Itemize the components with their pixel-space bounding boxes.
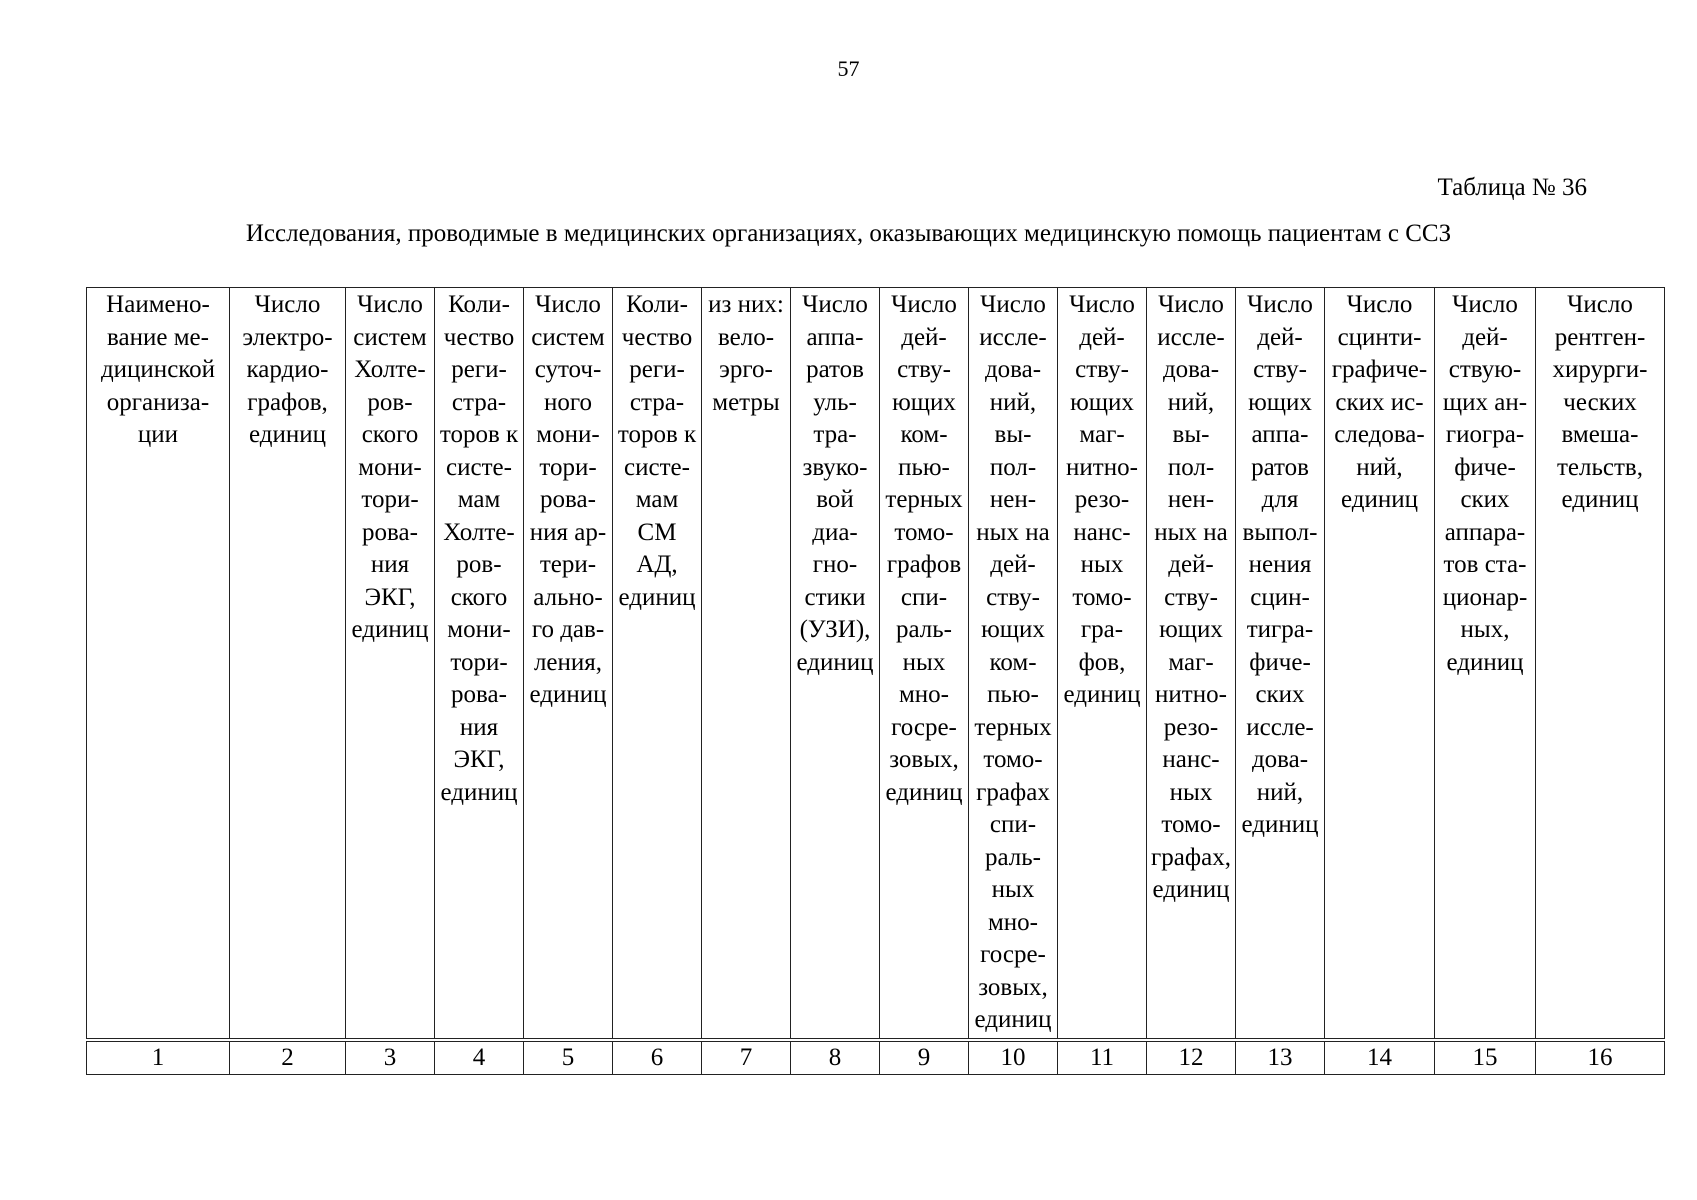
column-number-6: 6 (613, 1042, 702, 1075)
column-number-8: 8 (791, 1042, 880, 1075)
column-number-5: 5 (524, 1042, 613, 1075)
page-number: 57 (837, 56, 860, 81)
data-table (86, 287, 1665, 1075)
column-header-12: Число иссле- дова- ний, вы- пол- нен- ных на дей- ству- ющих маг- нитно- резо- нанс- ных томо- графах, единиц (1147, 288, 1236, 1039)
column-header-7: из них: вело- эрго- метры (702, 288, 791, 1039)
column-header-15: Число дей- ствую- щих ан- гиогра- фиче- ских аппара- тов ста- ционар- ных, единиц (1435, 288, 1536, 1039)
column-header-8: Число аппа- ратов уль- тра- звуко- вой диа- гно- стики (УЗИ), единиц (791, 288, 880, 1039)
column-header-11: Число дей- ству- ющих маг- нитно- резо- нанс- ных томо- гра- фов, единиц (1058, 288, 1147, 1039)
column-number-2: 2 (230, 1042, 346, 1075)
column-number-9: 9 (880, 1042, 969, 1075)
column-number-4: 4 (435, 1042, 524, 1075)
column-header-3: Число систем Холте- ров- ского мони- тори- рова- ния ЭКГ, единиц (346, 288, 435, 1039)
column-header-10: Число иссле- дова- ний, вы- пол- нен- ных на дей- ству- ющих ком- пью- терных томо- графах спи- раль- ных мно- госре- зовых, единиц (969, 288, 1058, 1039)
column-header-14: Число сцинти- графиче- ских ис- следова- ний, единиц (1325, 288, 1435, 1039)
column-number-15: 15 (1435, 1042, 1536, 1075)
column-number-1: 1 (87, 1042, 230, 1075)
column-number-14: 14 (1325, 1042, 1435, 1075)
header-row (87, 288, 1665, 1039)
column-number-7: 7 (702, 1042, 791, 1075)
column-number-16: 16 (1536, 1042, 1665, 1075)
column-header-2: Число электро- кардио- графов, единиц (230, 288, 346, 1039)
column-number-11: 11 (1058, 1042, 1147, 1075)
column-header-16: Число рентген- хирурги- ческих вмеша- тельств, единиц (1536, 288, 1665, 1039)
column-header-4: Коли- чество реги- стра- торов к систе- мам Холте- ров- ского мони- тори- рова- ния ЭКГ, единиц (435, 288, 524, 1039)
column-header-9: Число дей- ству- ющих ком- пью- терных томо- графов спи- раль- ных мно- госре- зовых, единиц (880, 288, 969, 1039)
table-number: Таблица № 36 (1437, 174, 1587, 201)
column-header-5: Число систем суточ- ного мони- тори- рова- ния ар- тери- ально- го дав- ления, единиц (524, 288, 613, 1039)
column-number-13: 13 (1236, 1042, 1325, 1075)
column-header-6: Коли- чество реги- стра- торов к систе- мам СМ АД, единиц (613, 288, 702, 1039)
column-header-13: Число дей- ству- ющих аппа- ратов для выпол- нения сцин- тигра- фиче- ских иссле- дова- ний, единиц (1236, 288, 1325, 1039)
column-number-12: 12 (1147, 1042, 1236, 1075)
column-number-10: 10 (969, 1042, 1058, 1075)
column-number-row (87, 1042, 1665, 1075)
column-number-3: 3 (346, 1042, 435, 1075)
column-header-1: Наимено- вание ме- дицинской организа- ции (87, 288, 230, 1039)
table-title: Исследования, проводимые в медицинских организациях, оказывающих медицинскую помощь пациентам с ССЗ (245, 220, 1452, 247)
